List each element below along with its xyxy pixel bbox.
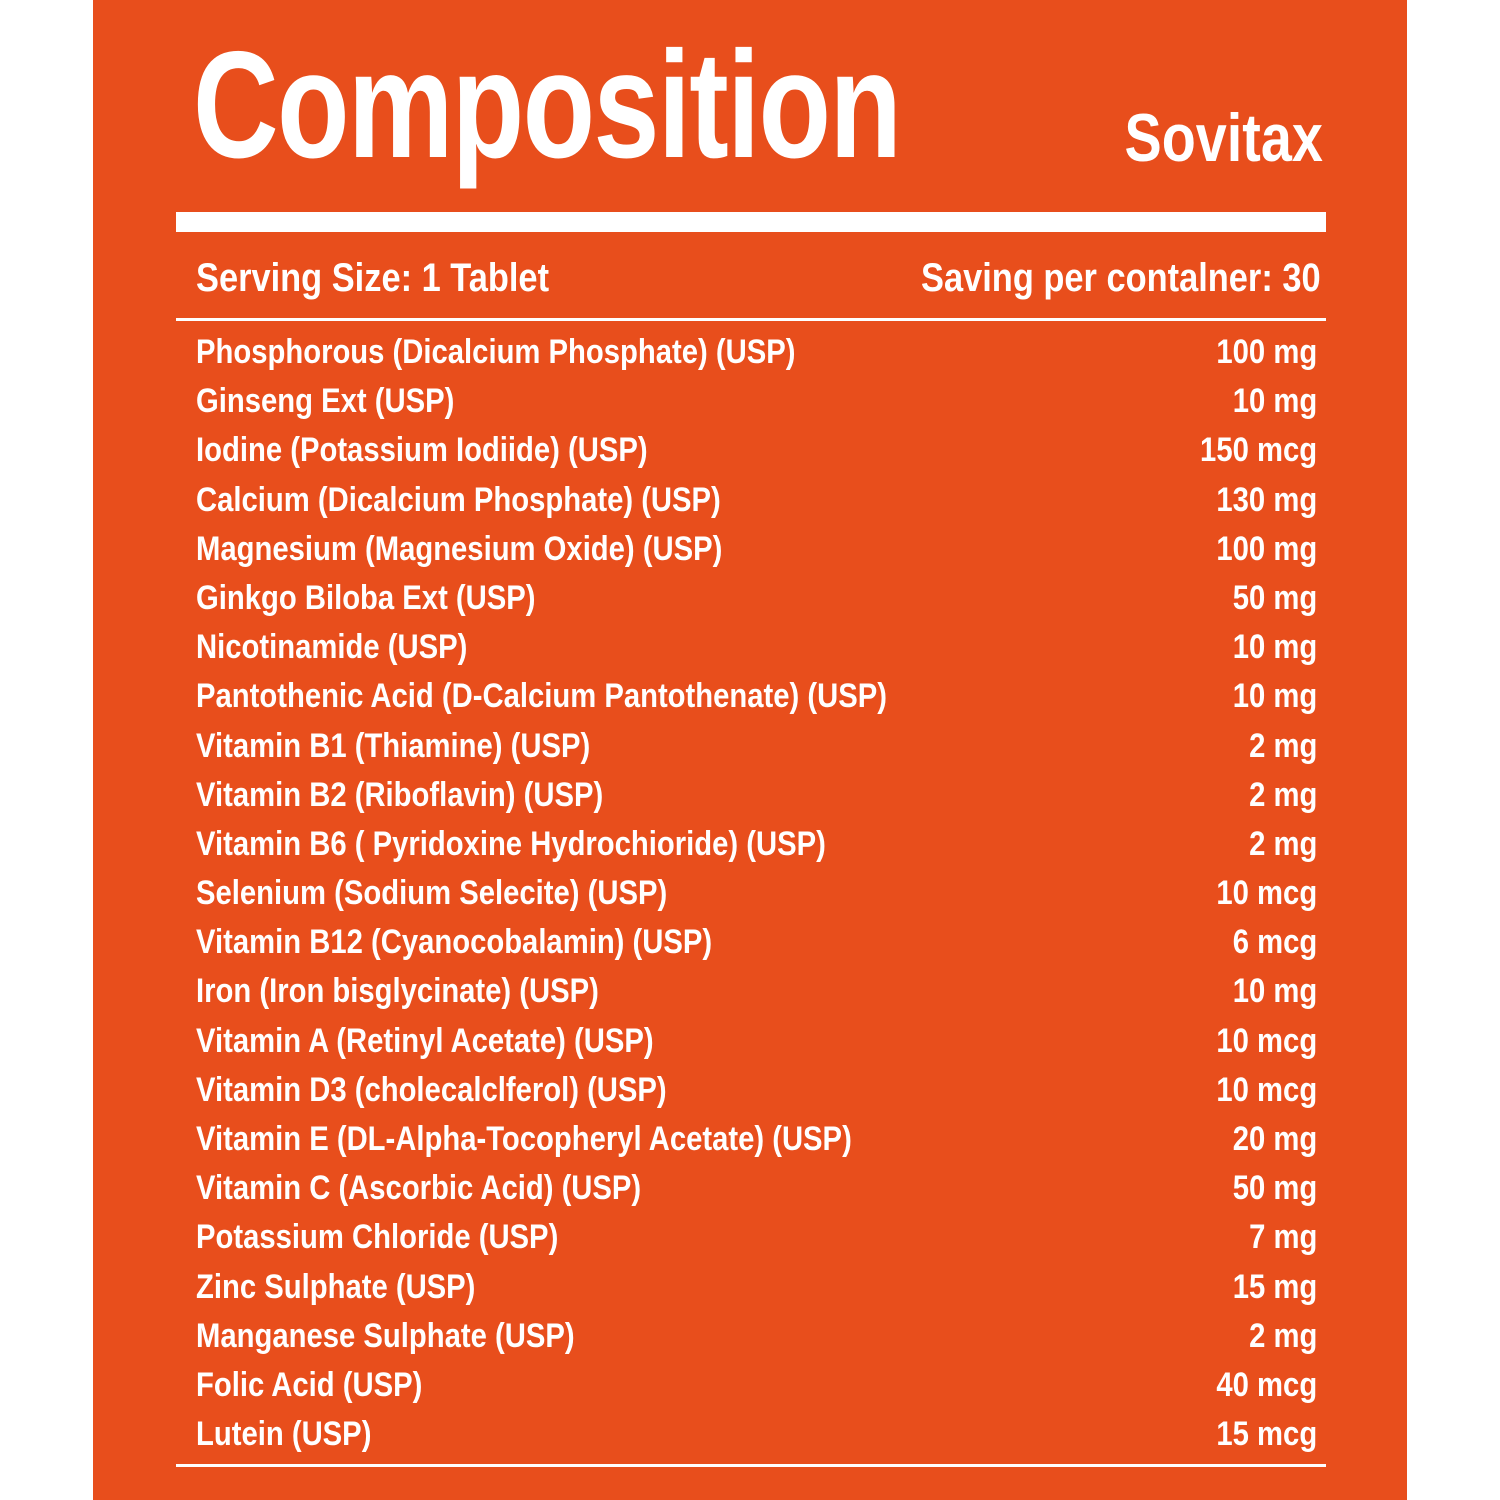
ingredient-amount: 15 mg — [1232, 1267, 1317, 1306]
ingredient-name: Zinc Sulphate (USP) — [196, 1267, 476, 1306]
table-row — [196, 1410, 1317, 1459]
table-top-divider — [176, 318, 1326, 321]
table-row — [196, 672, 1317, 721]
ingredient-amount: 100 mg — [1216, 529, 1317, 568]
ingredient-amount: 130 mg — [1216, 480, 1317, 519]
ingredient-name: Vitamin B6 ( Pyridoxine Hydrochioride) (USP) — [196, 824, 826, 863]
ingredient-name: Iodine (Potassium Iodiide) (USP) — [196, 431, 648, 470]
ingredient-name: Pantothenic Acid (D-Calcium Pantothenate) (USP) — [196, 677, 887, 716]
table-row — [196, 918, 1317, 967]
table-row — [196, 1164, 1317, 1213]
table-row — [196, 1066, 1317, 1115]
ingredient-name: Folic Acid (USP) — [196, 1365, 423, 1404]
table-row — [196, 722, 1317, 771]
ingredient-amount: 10 mcg — [1216, 1070, 1317, 1109]
ingredient-name: Vitamin B12 (Cyanocobalamin) (USP) — [196, 923, 713, 962]
ingredient-name: Vitamin A (Retinyl Acetate) (USP) — [196, 1021, 654, 1060]
table-row — [196, 1361, 1317, 1410]
table-row — [196, 1263, 1317, 1312]
composition-panel — [93, 0, 1407, 1500]
serving-info-row — [196, 250, 1321, 306]
ingredient-name: Iron (Iron bisglycinate) (USP) — [196, 972, 599, 1011]
table-row — [196, 574, 1317, 623]
ingredient-amount: 10 mg — [1232, 382, 1317, 421]
ingredient-name: Ginkgo Biloba Ext (USP) — [196, 578, 536, 617]
ingredient-amount: 40 mcg — [1216, 1365, 1317, 1404]
ingredient-amount: 50 mg — [1232, 578, 1317, 617]
ingredient-name: Lutein (USP) — [196, 1415, 372, 1454]
table-row — [196, 1312, 1317, 1361]
table-row — [196, 1213, 1317, 1262]
table-row — [196, 623, 1317, 672]
table-row — [196, 476, 1317, 525]
header-divider — [176, 212, 1326, 232]
table-row — [196, 820, 1317, 869]
table-row — [196, 967, 1317, 1016]
ingredient-amount: 7 mg — [1248, 1218, 1317, 1257]
page-title: Composition — [193, 20, 901, 190]
ingredient-amount: 20 mg — [1232, 1120, 1317, 1158]
ingredient-amount: 10 mcg — [1216, 1021, 1317, 1060]
ingredient-name: Manganese Sulphate (USP) — [196, 1316, 575, 1355]
ingredient-name: Ginseng Ext (USP) — [196, 382, 455, 421]
ingredient-name: Vitamin B1 (Thiamine) (USP) — [196, 726, 591, 765]
ingredient-amount: 100 mg — [1216, 333, 1317, 371]
ingredient-name: Selenium (Sodium Selecite) (USP) — [196, 874, 668, 913]
ingredient-name: Vitamin D3 (cholecalclferol) (USP) — [196, 1070, 667, 1109]
table-row — [196, 771, 1317, 820]
servings-per-container-label: Saving per contalner: 30 — [921, 256, 1321, 300]
table-row — [196, 328, 1317, 377]
serving-size-label: Serving Size: 1 Tablet — [196, 256, 550, 300]
brand-name: Sovitax — [1124, 100, 1323, 176]
table-row — [196, 1017, 1317, 1066]
ingredient-amount: 150 mcg — [1199, 431, 1317, 470]
table-row — [196, 377, 1317, 426]
ingredient-name: Vitamin B2 (Riboflavin) (USP) — [196, 775, 604, 814]
table-row — [196, 869, 1317, 918]
table-row — [196, 426, 1317, 475]
ingredient-amount: 10 mcg — [1216, 874, 1317, 913]
ingredient-name: Nicotinamide (USP) — [196, 628, 468, 667]
ingredient-name: Vitamin E (DL-Alpha-Tocopheryl Acetate) (USP) — [196, 1120, 852, 1158]
ingredient-amount: 10 mg — [1232, 628, 1317, 667]
ingredient-amount: 6 mcg — [1232, 923, 1317, 962]
table-bottom-divider — [176, 1464, 1326, 1467]
ingredient-list — [196, 328, 1317, 1459]
ingredient-amount: 10 mg — [1232, 677, 1317, 716]
table-row — [196, 1115, 1317, 1164]
table-row — [196, 525, 1317, 574]
ingredient-amount: 2 mg — [1248, 824, 1317, 863]
ingredient-amount: 15 mcg — [1216, 1415, 1317, 1454]
ingredient-amount: 50 mg — [1232, 1169, 1317, 1208]
ingredient-name: Potassium Chloride (USP) — [196, 1218, 559, 1257]
ingredient-amount: 10 mg — [1232, 972, 1317, 1011]
ingredient-amount: 2 mg — [1248, 726, 1317, 765]
ingredient-name: Magnesium (Magnesium Oxide) (USP) — [196, 529, 723, 568]
ingredient-name: Calcium (Dicalcium Phosphate) (USP) — [196, 480, 721, 519]
ingredient-amount: 2 mg — [1248, 1316, 1317, 1355]
ingredient-name: Phosphorous (Dicalcium Phosphate) (USP) — [196, 333, 796, 371]
ingredient-amount: 2 mg — [1248, 775, 1317, 814]
ingredient-name: Vitamin C (Ascorbic Acid) (USP) — [196, 1169, 642, 1208]
